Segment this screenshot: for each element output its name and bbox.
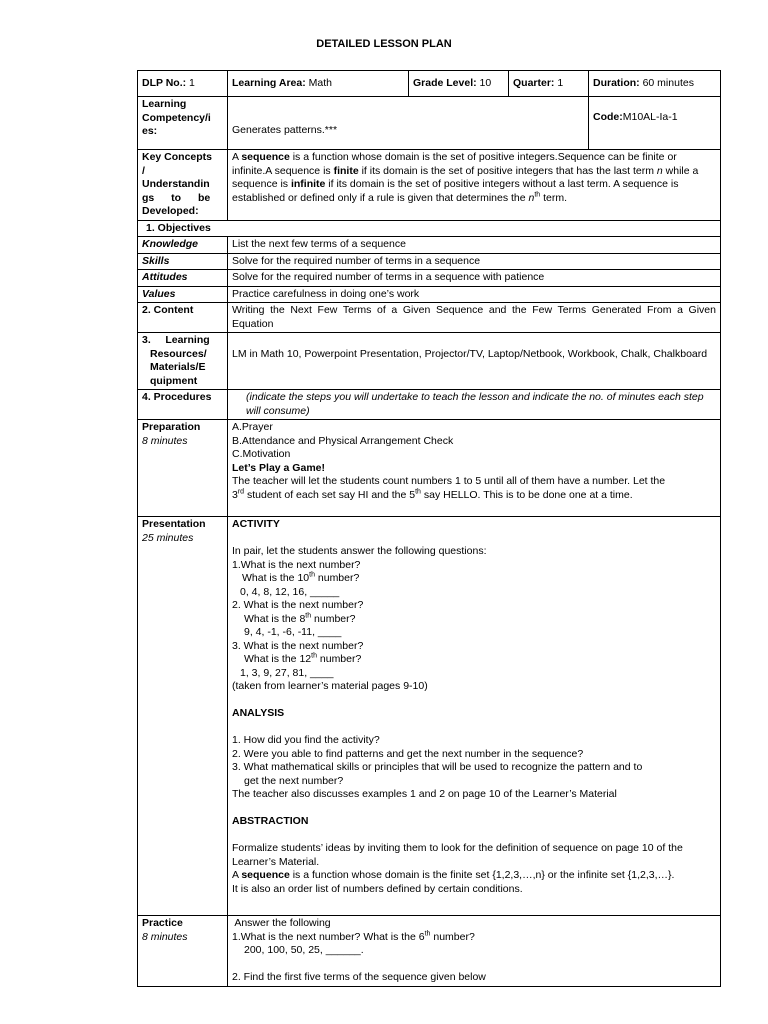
abstraction-paragraph-3: It is also an order list of numbers defined by certain conditions. (232, 882, 523, 895)
presentation-value-cell (228, 517, 721, 916)
activity-heading: ACTIVITY (232, 518, 280, 530)
analysis-item-3: 3. What mathematical skills or principles that will be used to recognize the pattern and to (232, 761, 643, 773)
practice-q1-c: number? (430, 930, 475, 943)
grade-level-label: Grade Level: (413, 76, 477, 89)
procedures-row (138, 390, 721, 420)
key-concepts-row (138, 150, 721, 221)
question-3-sequence: 1, 3, 9, 27, 81, ____ (240, 666, 334, 679)
knowledge-label-cell (138, 237, 228, 254)
key-concepts-label-5: Developed: (142, 205, 199, 217)
grade-level-value: 10 (476, 76, 492, 89)
content-label: 2. Content (142, 304, 194, 316)
practice-instruction: Answer the following (232, 917, 331, 929)
code-value: M10AL-Ia-1 (622, 111, 678, 123)
dlp-cell (138, 71, 228, 97)
preparation-paragraph-1: The teacher will let the students count numbers 1 to 5 until all of them have a number. Let the (232, 475, 666, 487)
preparation-label: Preparation (142, 421, 201, 433)
presentation-label: Presentation (142, 518, 206, 530)
presentation-label-cell (138, 517, 228, 916)
presentation-minutes: 25 minutes (142, 531, 194, 544)
code-cell (589, 97, 721, 150)
preparation-label-cell (138, 420, 228, 517)
dlp-label: DLP No.: (142, 76, 187, 89)
question-2-sequence: 9, 4, -1, -6, -11, ____ (244, 626, 342, 638)
key-concepts-text-4: while a sequence is (232, 164, 699, 190)
ab2-a: A (232, 869, 242, 881)
values-value: Practice carefulness in doing one’s work (232, 287, 420, 300)
knowledge-value: List the next few terms of a sequence (232, 238, 406, 250)
key-concepts-text-3: if its domain is the set of positive integers that has the last term (358, 164, 657, 177)
practice-value-cell (228, 916, 721, 987)
preparation-p2-sup: rd (237, 488, 245, 495)
analysis-item-3b: get the next number? (244, 774, 344, 787)
page-title: DETAILED LESSON PLAN (316, 38, 452, 50)
quarter-label: Quarter: (513, 76, 555, 89)
key-concepts-text-2: is a function whose domain is the set of positive integers.Sequence can be finite or infinite.A sequence is (232, 151, 677, 177)
analysis-note: The teacher also discusses examples 1 and 2 on page 10 of the Learner’s Material (232, 788, 617, 800)
practice-question-2: 2. Find the first five terms of the sequence given below (232, 971, 486, 983)
attitudes-label-cell (138, 270, 228, 287)
attitudes-value-cell (228, 270, 721, 287)
resources-value: LM in Math 10, Powerpoint Presentation, Projector/TV, Laptop/Netbook, Workbook, Chalk, Chalkboard (232, 348, 708, 360)
skills-value: Solve for the required number of terms in a sequence (232, 254, 481, 267)
analysis-item-2: 2. Were you able to find patterns and get the next number in the sequence? (232, 747, 584, 760)
key-concepts-text-1: A (232, 151, 242, 163)
abstraction-paragraph-1: Formalize students’ ideas by inviting them to look for the definition of sequence on page 10 of the Learner’s Material. (232, 842, 683, 868)
objectives-heading-cell (138, 220, 721, 237)
practice-q1-sup: th (424, 930, 431, 937)
attitudes-label: Attitudes (142, 271, 188, 283)
competency-label-2: Competency/i (142, 111, 211, 124)
procedures-value-cell (228, 390, 721, 420)
duration-label: Duration: (593, 76, 640, 89)
q2b-sup: th (305, 612, 312, 619)
key-concepts-bold-infinite: infinite (290, 178, 326, 190)
q1b-c: number? (314, 572, 360, 584)
knowledge-value-cell (228, 237, 721, 254)
objectives-heading: 1. Objectives (146, 221, 211, 234)
key-concepts-text-5: if its domain is the set of positive integers without a last term. A sequence is established or defined only if a rule is given that determines the (232, 178, 679, 204)
question-2b (232, 613, 716, 627)
practice-question-1 (232, 931, 716, 945)
practice-label: Practice (142, 917, 183, 929)
skills-value-cell (228, 253, 721, 270)
key-concepts-text-6: term. (540, 191, 568, 204)
knowledge-row (138, 237, 721, 254)
quarter-cell (509, 71, 589, 97)
grade-level-cell (409, 71, 509, 97)
competency-value-cell (228, 97, 589, 150)
knowledge-label: Knowledge (142, 238, 199, 250)
abstraction-heading: ABSTRACTION (232, 815, 309, 827)
analysis-heading: ANALYSIS (232, 707, 285, 719)
practice-q1-a: 1.What is the next number? What is the 6 (232, 930, 425, 943)
preparation-p2-b: student of each set say HI and the 5 (244, 488, 416, 501)
duration-value: 60 minutes (639, 76, 694, 89)
key-concepts-text-cell (228, 150, 721, 221)
q3b-sup: th (311, 652, 317, 660)
practice-minutes: 8 minutes (142, 930, 188, 943)
key-concepts-italic-n2: n (528, 191, 535, 204)
content-value-cell (228, 303, 721, 333)
resources-label-2: Resources/ (150, 347, 207, 360)
key-concepts-label-cell (138, 150, 228, 221)
skills-row (138, 253, 721, 270)
key-concepts-label-4: gs to be (142, 191, 211, 204)
values-label-cell (138, 286, 228, 303)
code-label: Code: (593, 111, 623, 123)
question-1: 1.What is the next number? (232, 558, 361, 571)
preparation-paragraph-2 (232, 489, 716, 503)
activity-intro: In pair, let the students answer the following questions: (232, 545, 487, 557)
q1b-a: What is the 10 (242, 572, 310, 584)
key-concepts-label-3: Understandin (142, 178, 210, 190)
values-row (138, 286, 721, 303)
preparation-game: Let’s Play a Game! (232, 461, 325, 474)
presentation-row (138, 517, 721, 916)
attitudes-row (138, 270, 721, 287)
key-concepts-italic-n: n (656, 164, 663, 177)
values-label: Values (142, 287, 176, 300)
procedures-label-cell (138, 390, 228, 420)
key-concepts-sup-th: th (534, 191, 541, 198)
q3b-c: number? (316, 653, 362, 665)
abstraction-paragraph-2 (232, 869, 716, 883)
key-concepts-bold-sequence: sequence (241, 151, 290, 163)
content-label-cell (138, 303, 228, 333)
procedures-value: (indicate the steps you will undertake to teach the lesson and indicate the no. of minutes each step will consume) (246, 391, 704, 417)
values-value-cell (228, 286, 721, 303)
preparation-p2-a: 3 (232, 488, 238, 501)
resources-label-cell (138, 333, 228, 390)
ab2-bold-sequence: sequence (241, 869, 290, 881)
skills-label-cell (138, 253, 228, 270)
activity-source: (taken from learner’s material pages 9-10) (232, 680, 428, 692)
preparation-p2-sup2: th (415, 488, 421, 495)
learning-area-value: Math (305, 76, 332, 89)
preparation-prayer: A.Prayer (232, 421, 273, 433)
content-row (138, 303, 721, 333)
preparation-row (138, 420, 721, 517)
preparation-minutes: 8 minutes (142, 434, 188, 447)
ab2-c: is a function whose domain is the finite set {1,2,3,…,n} or the infinite set {1,2,3,…}. (289, 869, 675, 881)
header-row (138, 71, 721, 97)
content-value: Writing the Next Few Terms of a Given Sequence and the Few Terms Generated From a Given Equation (232, 304, 716, 330)
resources-row (138, 333, 721, 390)
resources-label-4: quipment (150, 374, 198, 387)
learning-area-cell (228, 71, 409, 97)
lesson-plan-table (137, 70, 721, 987)
competency-label-3: es: (142, 125, 158, 137)
practice-label-cell (138, 916, 228, 987)
q1b-sup: th (309, 571, 315, 579)
question-3: 3. What is the next number? (232, 639, 364, 652)
objectives-heading-row (138, 220, 721, 237)
question-3b (232, 653, 716, 667)
competency-label-cell (138, 97, 228, 150)
q3b-a: What is the 12 (244, 653, 312, 665)
preparation-motivation: C.Motivation (232, 448, 291, 460)
q2b-a: What is the 8 (244, 612, 306, 625)
key-concepts-bold-finite: finite (333, 164, 359, 177)
competency-label-1: Learning (142, 98, 187, 110)
duration-cell (589, 71, 721, 97)
learning-area-label: Learning Area: (232, 76, 306, 89)
procedures-label: 4. Procedures (142, 391, 212, 403)
key-concepts-label-2: / (142, 164, 145, 177)
question-1-sequence: 0, 4, 8, 12, 16, _____ (240, 585, 340, 598)
attitudes-value: Solve for the required number of terms in a sequence with patience (232, 271, 545, 283)
preparation-value-cell (228, 420, 721, 517)
practice-sequence-1: 200, 100, 50, 25, ______. (244, 944, 364, 956)
competency-value: Generates patterns.*** (232, 124, 338, 136)
question-2: 2. What is the next number? (232, 599, 364, 611)
resources-label-1: 3. Learning (142, 334, 210, 346)
question-1b (232, 572, 716, 586)
dlp-value: 1 (186, 76, 195, 89)
preparation-attendance: B.Attendance and Physical Arrangement Check (232, 434, 454, 447)
preparation-p2-c: say HELLO. This is to be done one at a time. (420, 488, 633, 501)
q2b-c: number? (311, 612, 356, 625)
resources-value-cell (228, 333, 721, 390)
skills-label: Skills (142, 254, 170, 267)
practice-row (138, 916, 721, 987)
analysis-item-1: 1. How did you find the activity? (232, 734, 380, 746)
competency-row (138, 97, 721, 150)
resources-label-3: Materials/E (150, 361, 206, 373)
key-concepts-label-1: Key Concepts (142, 151, 213, 163)
quarter-value: 1 (554, 76, 564, 89)
